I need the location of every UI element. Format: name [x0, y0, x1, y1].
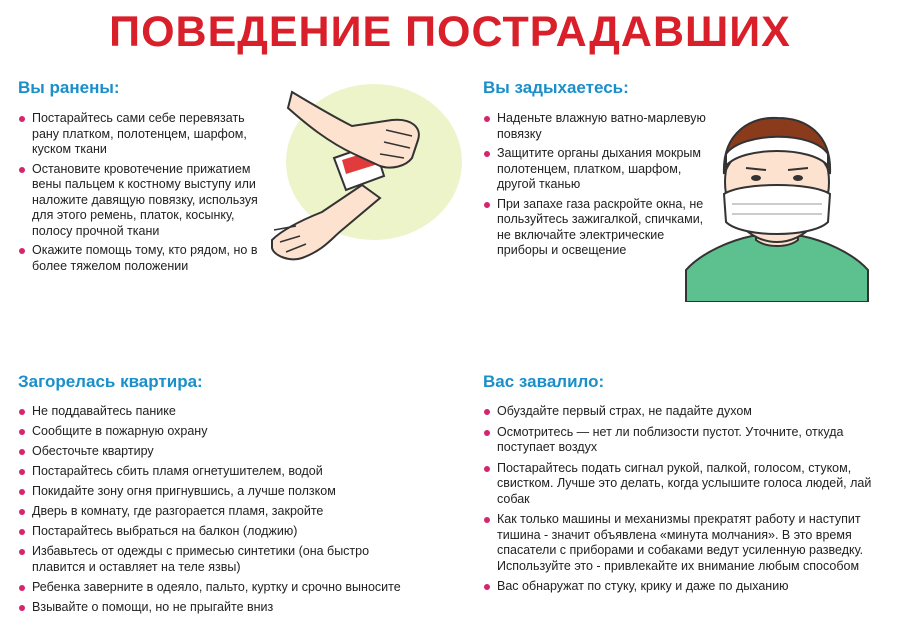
list-item: Осмотритесь — нет ли поблизости пустот. Уточните, откуда поступает воздух	[483, 425, 888, 456]
list-item: Избавьтесь от одежды с примесью синтетики (она быстро плавится и оставляет на теле язвы)	[18, 544, 418, 575]
bandaged-arm-illustration	[262, 80, 462, 270]
list-item: Наденьте влажную ватно-марлевую повязку	[483, 111, 708, 142]
fire-list	[18, 404, 418, 620]
list-item: При запахе газа раскройте окна, не пользуйтесь зажигалкой, спичками, не включайте электрические приборы и освещение	[483, 197, 708, 259]
list-item: Постарайтесь подать сигнал рукой, палкой, голосом, стуком, свистком. Лучше это делать, когда услышите голоса людей, лай собак	[483, 461, 888, 508]
list-item: Постарайтесь выбраться на балкон (лоджию)	[18, 524, 418, 540]
list-item: Остановите кровотечение прижатием вены пальцем к костному выступу или наложите давящую повязку, используя для этого ремень, платок, косынку, полосу прочной ткани	[18, 162, 258, 240]
list-item: Постарайтесь сбить пламя огнетушителем, водой	[18, 464, 418, 480]
list-item: Обесточьте квартиру	[18, 444, 418, 460]
list-item: Как только машины и механизмы прекратят работу и наступит тишина - значит объявлена «минута молчания». В это время спасатели с приборами и собаками ведут усиленную разведку. Используйте это - привлекайте их внимание любым способом	[483, 512, 888, 574]
list-item: Окажите помощь тому, кто рядом, но в более тяжелом положении	[18, 243, 258, 274]
list-item: Покидайте зону огня пригнувшись, а лучше ползком	[18, 484, 418, 500]
mask-icon	[724, 185, 830, 234]
list-item: Дверь в комнату, где разгорается пламя, закройте	[18, 504, 418, 520]
list-item: Вас обнаружат по стуку, крику и даже по дыханию	[483, 579, 888, 595]
list-item: Ребенка заверните в одеяло, пальто, куртку и срочно выносите	[18, 580, 418, 596]
list-item: Защитите органы дыхания мокрым полотенцем, платком, шарфом, другой тканью	[483, 146, 708, 193]
section-heading-fire: Загорелась квартира:	[18, 372, 203, 391]
masked-person-illustration	[682, 112, 872, 302]
suffocating-list	[483, 111, 708, 263]
section-heading-trapped: Вас завалило:	[483, 372, 605, 391]
section-heading-injured: Вы ранены:	[18, 78, 120, 97]
list-item: Обуздайте первый страх, не падайте духом	[483, 404, 888, 420]
list-item: Взывайте о помощи, но не прыгайте вниз	[18, 600, 418, 616]
list-item: Постарайтесь сами себе перевязать рану платком, полотенцем, шарфом, куском ткани	[18, 111, 258, 158]
injured-list	[18, 111, 258, 278]
page-title: ПОВЕДЕНИЕ ПОСТРАДАВШИХ	[109, 8, 791, 56]
list-item: Сообщите в пожарную охрану	[18, 424, 418, 440]
list-item: Не поддавайтесь панике	[18, 404, 418, 420]
section-heading-suffocating: Вы задыхаетесь:	[483, 78, 629, 97]
trapped-list	[483, 404, 888, 600]
